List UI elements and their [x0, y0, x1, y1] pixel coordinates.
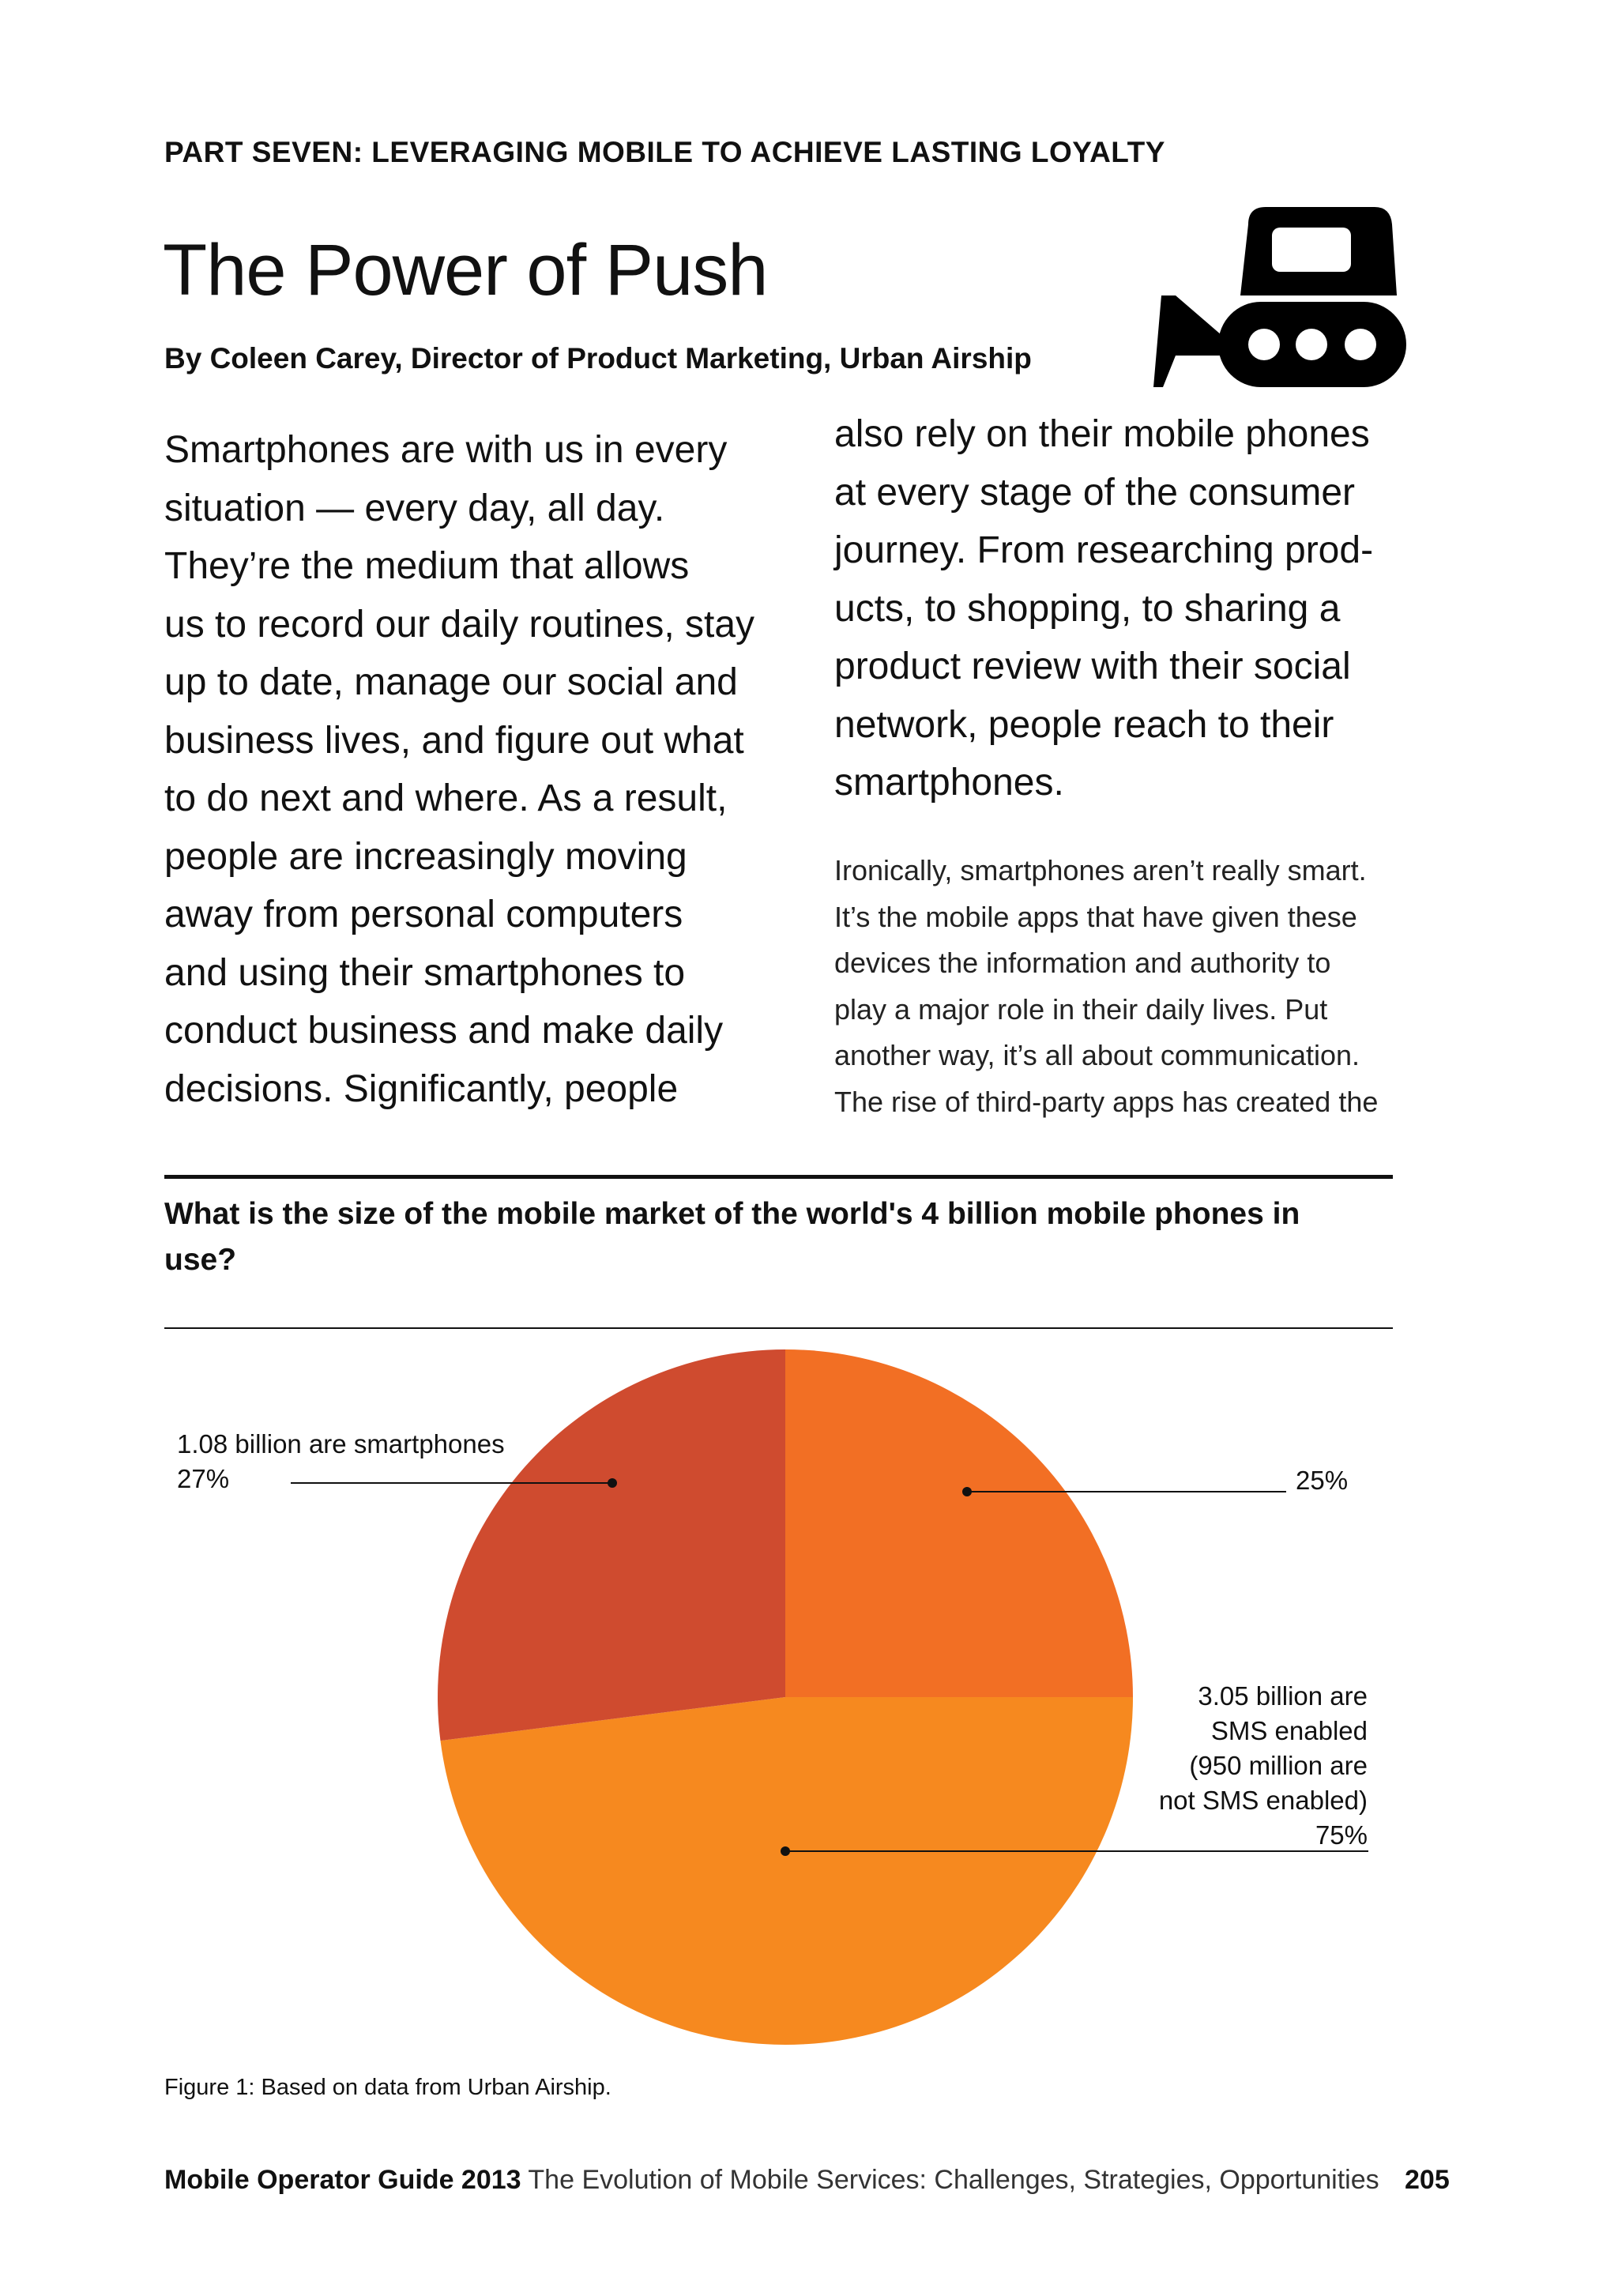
body-line: Ironically, smartphones aren’t really smart. — [834, 854, 1367, 886]
pie-slice-25 — [785, 1349, 1133, 1697]
slice-label-line: not SMS enabled) — [1158, 1786, 1368, 1815]
footer-subtitle: The Evolution of Mobile Services: Challenges, Strategies, Opportunities — [528, 2165, 1379, 2195]
section-header: PART SEVEN: LEVERAGING MOBILE TO ACHIEVE LASTING LOYALTY — [164, 136, 1165, 168]
leader-dot-sms — [781, 1846, 790, 1856]
body-line: product review with their social — [834, 646, 1351, 687]
body-line: They’re the medium that allows — [164, 545, 690, 587]
leader-dot-smartphones — [608, 1478, 617, 1488]
body-line: ucts, to shopping, to sharing a — [834, 587, 1341, 630]
body-line: to do next and where. As a result, — [164, 777, 728, 819]
body-line: people are increasingly moving — [164, 835, 687, 878]
slice-label-line: 25% — [1296, 1466, 1349, 1495]
slice-label-line: 27% — [177, 1464, 230, 1493]
body-line: devices the information and authority to — [834, 947, 1331, 979]
chart-title: What is the size of the mobile market of the world's 4 billion mobile phones in use? — [164, 1197, 1300, 1277]
slice-label-line: 1.08 billion are smartphones — [177, 1429, 505, 1459]
body-line: up to date, manage our social and — [164, 661, 738, 703]
body-line: also rely on their mobile phones — [834, 413, 1370, 455]
body-line: us to record our daily routines, stay — [164, 603, 755, 646]
body-line: network, people reach to their — [834, 703, 1334, 746]
body-line: at every stage of the consumer — [834, 471, 1356, 514]
slice-label-line: (950 million are — [1189, 1751, 1368, 1780]
body-line: journey. From researching prod- — [834, 529, 1374, 571]
body-line: and using their smartphones to — [164, 951, 686, 994]
body-line: conduct business and make daily — [164, 1010, 724, 1052]
pie-slice-smartphones — [438, 1349, 785, 1741]
pie-slice-sms — [440, 1697, 1133, 2045]
page-number: 205 — [1405, 2165, 1450, 2195]
slice-label-line: 3.05 billion are — [1198, 1681, 1368, 1711]
body-line: The rise of third-party apps has created the — [834, 1085, 1379, 1118]
body-line: It’s the mobile apps that have given these — [834, 900, 1357, 933]
body-line: situation — every day, all day. — [164, 487, 665, 529]
leader-dot-25 — [962, 1487, 972, 1496]
body-line: away from personal computers — [164, 894, 683, 935]
slice-label-line: 75% — [1315, 1820, 1368, 1850]
slice-label-25 — [1296, 1463, 1348, 1498]
byline: By Coleen Carey, Director of Product Marketing, Urban Airship — [164, 342, 1032, 375]
body-line: decisions. Significantly, people — [164, 1067, 679, 1110]
figure-caption: Figure 1: Based on data from Urban Airship. — [164, 2075, 611, 2100]
slice-label-smartphones — [177, 1427, 505, 1496]
body-line: Smartphones are with us in every — [164, 429, 728, 471]
slice-label-line: SMS enabled — [1210, 1716, 1368, 1745]
body-line: smartphones. — [834, 762, 1064, 804]
body-line: another way, it’s all about communication. — [834, 1039, 1360, 1071]
page-footer — [164, 2165, 1379, 2196]
footer-publication: Mobile Operator Guide 2013 — [164, 2165, 521, 2195]
body-line: play a major role in their daily lives. Put — [834, 992, 1328, 1026]
body-line: business lives, and figure out what — [164, 719, 744, 762]
article-title: The Power of Push — [163, 230, 768, 311]
slice-label-sms — [1159, 1679, 1368, 1853]
